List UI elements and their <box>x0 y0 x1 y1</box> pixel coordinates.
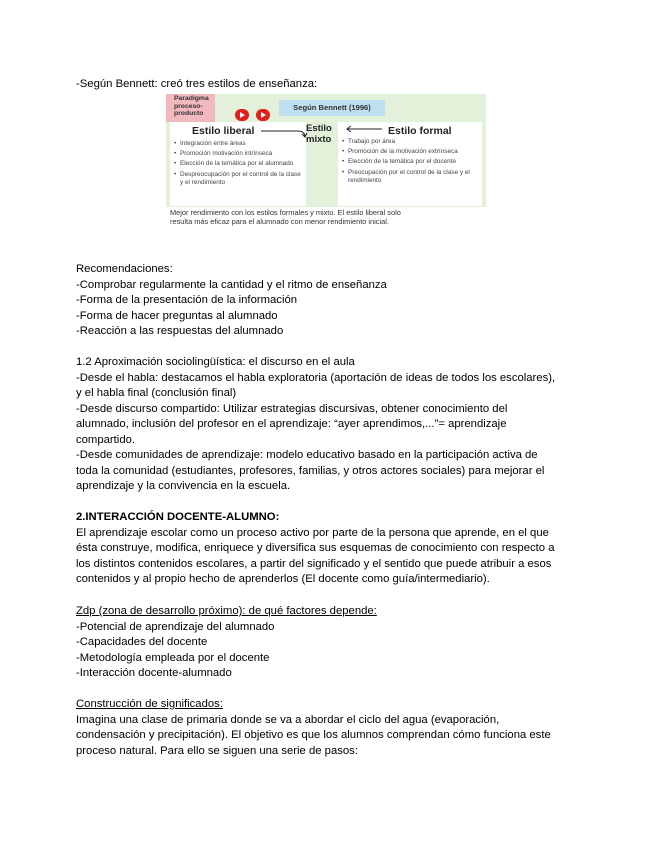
list-item: -Comprobar regularmente la cantidad y el ritmo de enseñanza <box>76 278 387 291</box>
arrow-icon <box>260 124 308 138</box>
section-heading: Zdp (zona de desarrollo próximo): de qué factores depende: <box>76 605 377 617</box>
mixto-style-title: Estilo mixto <box>306 123 332 145</box>
list-item: -Forma de hacer preguntas al alumnado <box>76 309 278 322</box>
list-item: • Elección de la temática por el docente <box>342 158 482 166</box>
list-item: -Metodología empleada por el docente <box>76 651 270 664</box>
section-1-2: 1.2 Aproximación sociolingüística: el discurso en el aula -Desde el habla: destacamos el habla exploratoria (aportación de ideas de todos los escolares), y el habla final (conclusión final) -Desde discurso compartido: Utilizar estrategias discursivas, obtener conocimiento del alumnado, inclusión del profesor en el aprendizaje: “ayer aprendimos,...”= aprendizaje compartido. -Desde comunidades de aprendizaje: modelo educativo basado en la participación activa de toda la comunidad (estudiantes, profesores, familias, y otros actores sociales) para mejorar el aprendizaje y la convivencia en la escuela. <box>76 355 586 495</box>
figure-bottom-note: Mejor rendimiento con los estilos formales y mixto. El estilo liberal solo resulta más eficaz para el alumnado con menor rendimiento inicial. <box>166 207 486 226</box>
list-item: • Promoción de la motivación extrínseca <box>342 148 482 156</box>
section-heading: 1.2 Aproximación sociolingüística: el discurso en el aula <box>76 356 355 368</box>
section-2: 2.INTERACCIÓN DOCENTE-ALUMNO: El aprendizaje escolar como un proceso activo por parte de la persona que aprende, en el que ésta construye, modifica, enriquece y diversifica sus esquemas de conocimiento con respecto a los distintos contenidos escolares, a partir del significado y el sentido que puede atribuir a esos contenidos y al propio hecho de aprenderlos (El docente como guía/intermediario). <box>76 510 586 588</box>
formal-style-list <box>342 138 482 187</box>
youtube-icon[interactable] <box>256 109 270 121</box>
section-heading: Recomendaciones: <box>76 263 173 275</box>
list-item: -Forma de la presentación de la información <box>76 294 298 306</box>
list-item: • Promoción motivación intrínseca <box>174 150 302 158</box>
liberal-style-title: Estilo liberal <box>192 125 255 137</box>
arrow-icon <box>344 124 384 134</box>
author-label: Según Bennett (1996) <box>279 100 385 116</box>
list-item: • Elección de la temática por el alumnado <box>174 160 302 168</box>
formal-style-title: Estilo formal <box>388 125 452 137</box>
list-item: • Integración entre áreas <box>174 140 302 148</box>
list-item: • Despreocupación por el control de la clase y el rendimiento <box>174 171 302 187</box>
youtube-icon[interactable] <box>235 109 249 121</box>
list-item: -Potencial de aprendizaje del alumnado <box>76 620 275 633</box>
intro-line: -Según Bennett: creó tres estilos de enseñanza: <box>76 78 318 90</box>
section-heading: 2.INTERACCIÓN DOCENTE-ALUMNO: <box>76 511 280 523</box>
list-item: • Trabajo por área <box>342 138 482 146</box>
list-item: • Preocupación por el control de la clase y el rendimiento <box>342 169 482 185</box>
construccion-section: Construcción de significados: Imagina una clase de primaria donde se va a abordar el ciclo del agua (evaporación, condensación y precipitación). El objetivo es que los alumnos comprendan cómo funciona este proceso natural. Para ello se siguen una serie de pasos: <box>76 697 586 759</box>
liberal-style-list <box>174 140 302 189</box>
zdp-section <box>76 604 586 682</box>
bennett-styles-figure <box>166 94 486 226</box>
paradigm-label: Paradigma proceso- producto <box>166 94 215 122</box>
recomendaciones-section <box>76 262 586 340</box>
list-item: -Reacción a las respuestas del alumnado <box>76 325 284 337</box>
section-heading: Construcción de significados: <box>76 698 223 710</box>
list-item: -Interacción docente-alumnado <box>76 667 232 679</box>
list-item: -Capacidades del docente <box>76 636 208 648</box>
